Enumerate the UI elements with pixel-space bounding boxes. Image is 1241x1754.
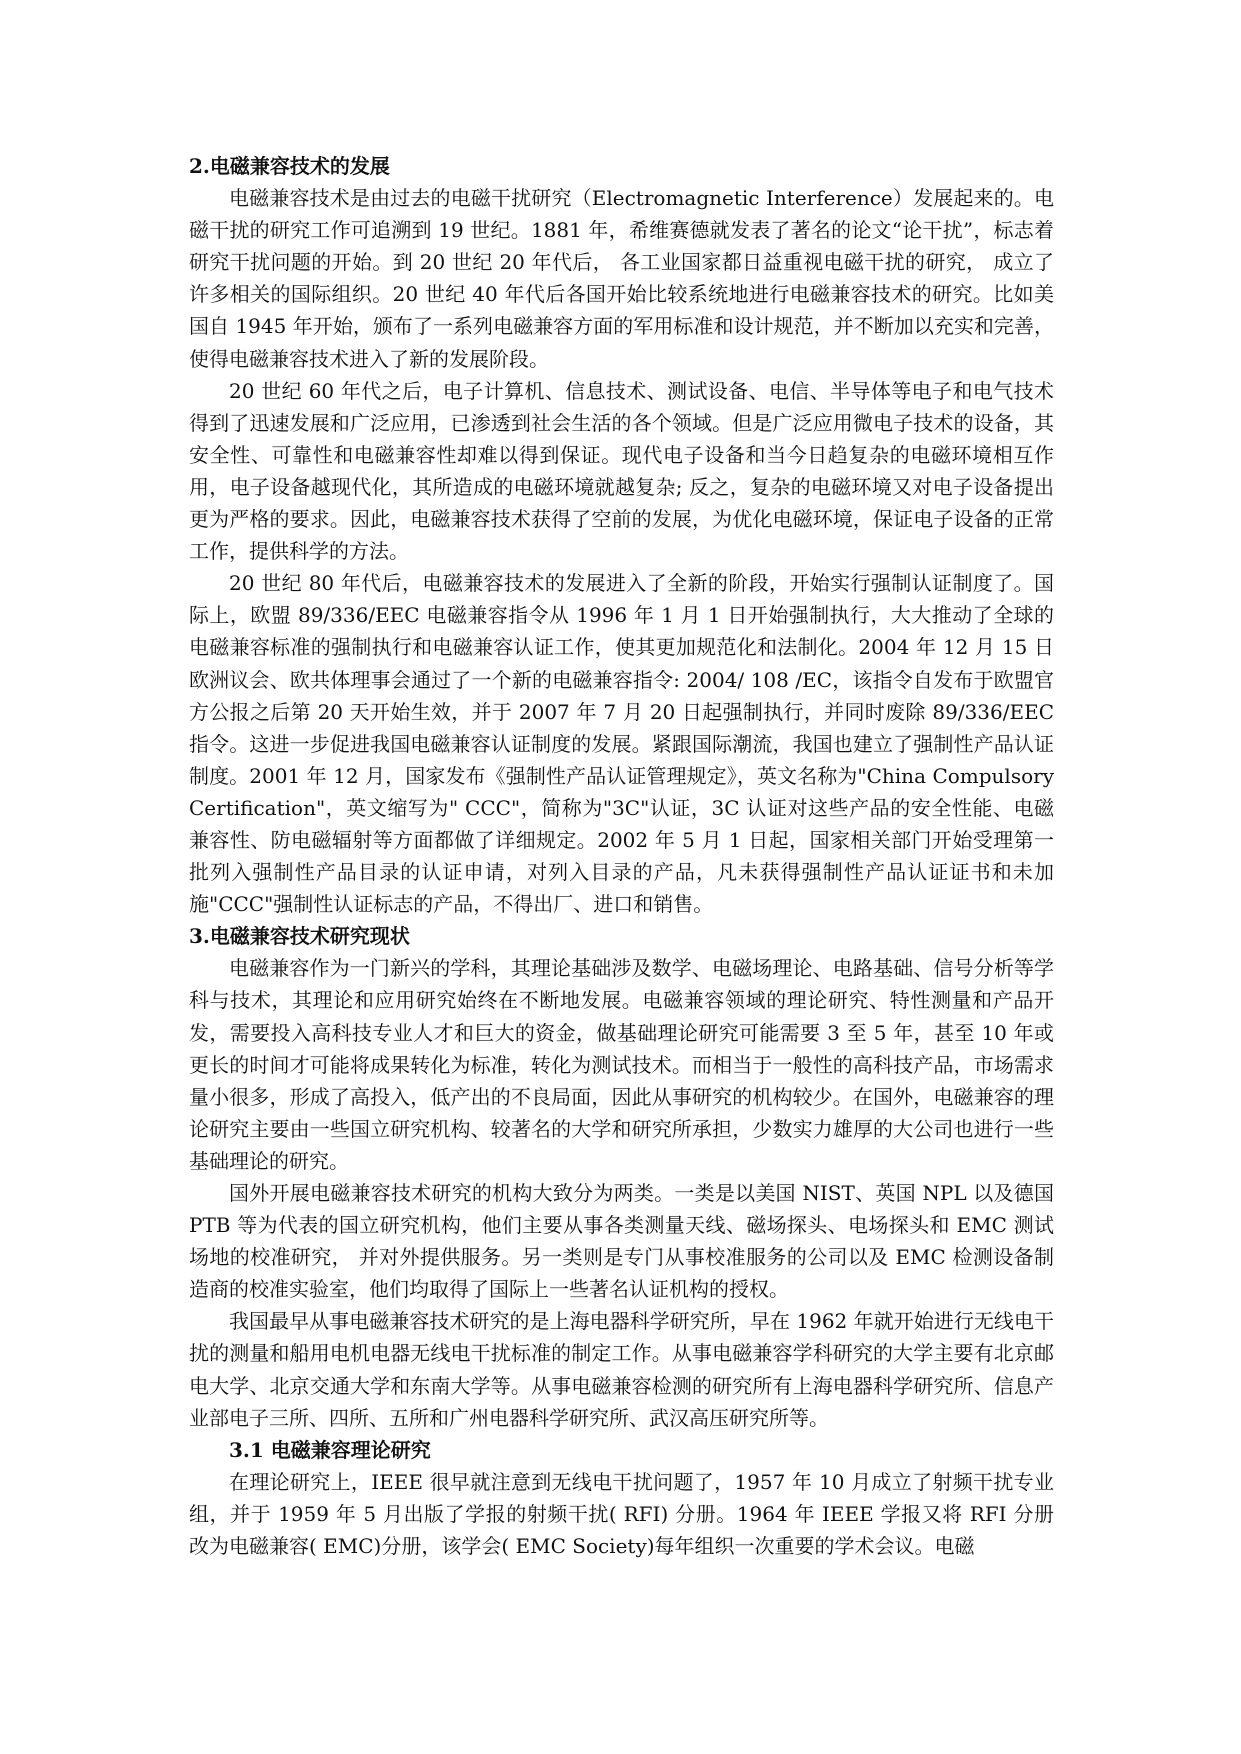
section-heading-development: 2.电磁兼容技术的发展 xyxy=(189,154,390,178)
document-body xyxy=(189,150,1054,1562)
paragraph: 国外开展电磁兼容技术研究的机构大致分为两类。一类是以美国 NIST、英国 NPL 以及德国 PTB 等为代表的国立研究机构，他们主要从事各类测量天线、磁场探头、电场探头和 EMC 测试场地的校准研究， 并对外提供服务。另一类则是专门从事校准服务的公司以及 EMC 检测设备制造商的校准实验室，他们均取得了国际上一些著名认证机构的授权。 xyxy=(189,1181,1054,1302)
paragraph: 电磁兼容作为一门新兴的学科，其理论基础涉及数学、电磁场理论、电路基础、信号分析等学科与技术，其理论和应用研究始终在不断地发展。电磁兼容领域的理论研究、特性测量和产品开发，需要投入高科技专业人才和巨大的资金，做基础理论研究可能需要 3 至 5 年，甚至 10 年或更长的时间才可能将成果转化为标准，转化为测试技术。而相当于一般性的高科技产品，市场需求量小很多，形成了高投入，低产出的不良局面，因此从事研究的机构较少。在国外，电磁兼容的理论研究主要由一些国立研究机构、较著名的大学和研究所承担，少数实力雄厚的大公司也进行一些基础理论的研究。 xyxy=(189,956,1054,1173)
paragraph: 电磁兼容技术是由过去的电磁干扰研究（Electromagnetic Interference）发展起来的。电磁干扰的研究工作可追溯到 19 世纪。1881 年，希维赛德就发表了著名的论文“论干扰”，标志着研究干扰问题的开始。到 20 世纪 20 年代后， 各工业国家都日益重视电磁干扰的研究， 成立了许多相关的国际组织。20 世纪 40 年代后各国开始比较系统地进行电磁兼容技术的研究。比如美国自 1945 年开始，颁布了一系列电磁兼容方面的军用标准和设计规范，并不断加以充实和完善，使得电磁兼容技术进入了新的发展阶段。 xyxy=(189,186,1054,371)
subsection-heading-theory-research: 3.1 电磁兼容理论研究 xyxy=(229,1437,431,1462)
section-heading-research-status: 3.电磁兼容技术研究现状 xyxy=(189,924,410,949)
paragraph: 20 世纪 60 年代之后，电子计算机、信息技术、测试设备、电信、半导体等电子和电气技术得到了迅速发展和广泛应用，已渗透到社会生活的各个领域。但是广泛应用微电子技术的设备，其安全性、可靠性和电磁兼容性却难以得到保证。现代电子设备和当今日趋复杂的电磁环境相互作用，电子设备越现代化，其所造成的电磁环境就越复杂; 反之，复杂的电磁环境又对电子设备提出更为严格的要求。因此，电磁兼容技术获得了空前的发展，为优化电磁环境，保证电子设备的正常工作，提供科学的方法。 xyxy=(189,378,1054,564)
paragraph: 在理论研究上，IEEE 很早就注意到无线电干扰问题了，1957 年 10 月成立了射频干扰专业组，并于 1959 年 5 月出版了学报的射频干扰( RFI) 分册。1964 年 IEEE 学报又将 RFI 分册改为电磁兼容( EMC)分册，该学会( EMC Society)每年组织一次重要的学术会议。电磁 xyxy=(189,1469,1054,1559)
paragraph: 我国最早从事电磁兼容技术研究的是上海电器科学研究所，早在 1962 年就开始进行无线电干扰的测量和船用电机电器无线电干扰标准的制定工作。从事电磁兼容学科研究的大学主要有北京邮电大学、北京交通大学和东南大学等。从事电磁兼容检测的研究所有上海电器科学研究所、信息产业部电子三所、四所、五所和广州电器科学研究所、武汉高压研究所等。 xyxy=(189,1309,1054,1430)
paragraph: 20 世纪 80 年代后，电磁兼容技术的发展进入了全新的阶段，开始实行强制认证制度了。国际上，欧盟 89/336/EEC 电磁兼容指令从 1996 年 1 月 1 日开始强制执行，大大推动了全球的电磁兼容标准的强制执行和电磁兼容认证工作，使其更加规范化和法制化。2004 年 12 月 15 日欧洲议会、欧共体理事会通过了一个新的电磁兼容指令: 2004/ 108 /EC，该指令自发布于欧盟官方公报之后第 20 天开始生效，并于 2007 年 7 月 20 日起强制执行，并同时废除 89/336/EEC 指令。这进一步促进我国电磁兼容认证制度的发展。紧跟国际潮流，我国也建立了强制性产品认证制度。2001 年 12 月，国家发布《强制性产品认证管理规定》，英文名称为"China Compulsory Certification"，英文缩写为" CCC"，简称为"3C"认证，3C 认证对这些产品的安全性能、电磁兼容性、防电磁辐射等方面都做了详细规定。2002 年 5 月 1 日起，国家相关部门开始受理第一批列入强制性产品目录的认证申请，对列入目录的产品，凡未获得强制性产品认证证书和未加施"CCC"强制性认证标志的产品，不得出厂、进口和销售。 xyxy=(189,571,1054,917)
